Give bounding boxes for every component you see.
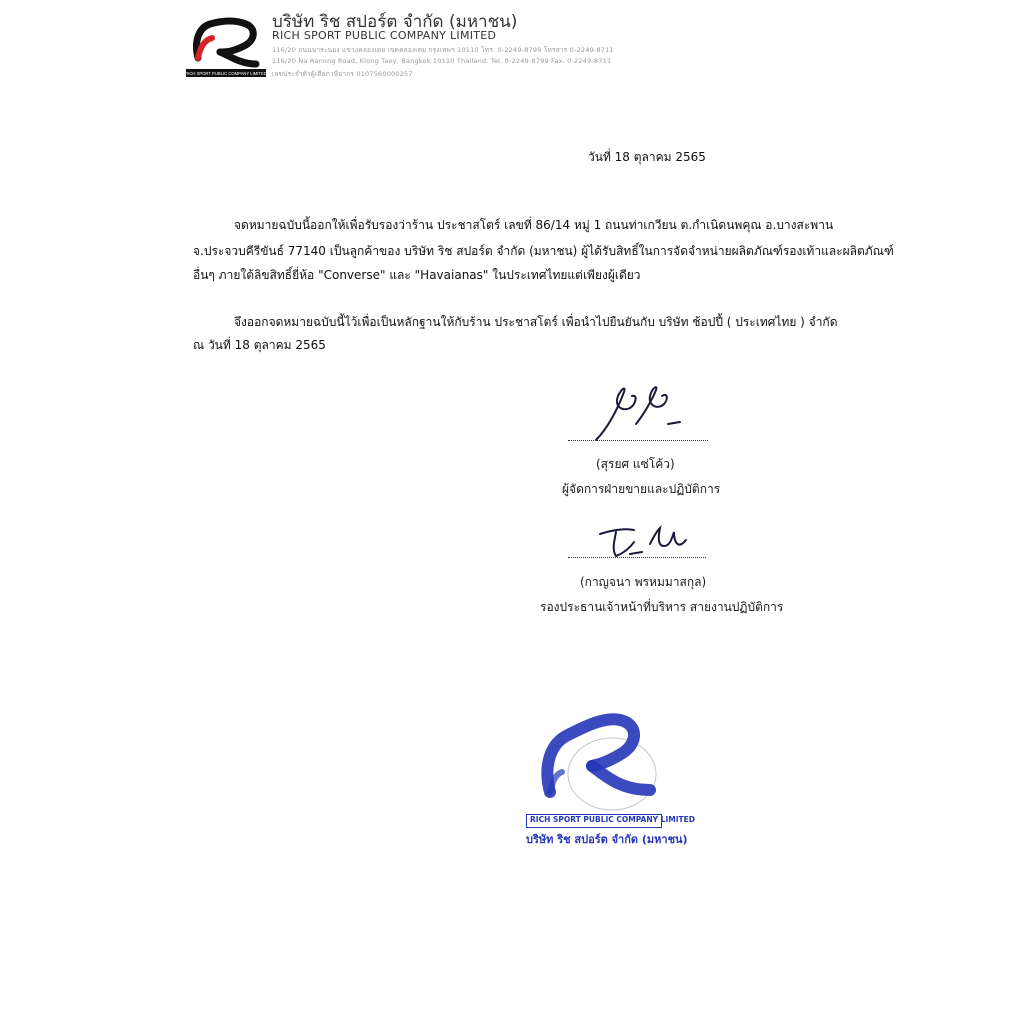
company-logo	[184, 8, 268, 78]
signature-2	[590, 520, 700, 565]
letter-date: วันที่ 18 ตุลาคม 2565	[588, 150, 706, 164]
paragraph1-line1: จดหมายฉบับนี้ออกให้เพื่อรับรองว่าร้าน ประชาสโตร์ เลขที่ 86/14 หมู่ 1 ถนนท่าเกวียน ต.กำเนิดนพคุณ อ.บางสะพาน	[234, 218, 834, 232]
stamp-text-th: บริษัท ริช สปอร์ต จำกัด (มหาชน)	[526, 833, 688, 846]
company-name-en: RICH SPORT PUBLIC COMPANY LIMITED	[272, 29, 497, 42]
signature-1	[588, 378, 698, 448]
address-th: 116/20 ถนนนาระนอง แขวงคลองเตย เขตคลองเตย กรุงเทพฯ 10110 โทร. 0-2249-8799 โทรสาร 0-2249-8711	[272, 46, 614, 54]
paragraph2-line2: ณ วันที่ 18 ตุลาคม 2565	[193, 338, 326, 352]
logo-caption: RICH SPORT PUBLIC COMPANY LIMITED	[185, 71, 267, 76]
tax-id: เลขประจำตัวผู้เสียภาษีอากร 0107560000257	[272, 70, 413, 78]
paragraph2-line1: จึงออกจดหมายฉบับนี้ไว้เพื่อเป็นหลักฐานให้กับร้าน ประชาสโตร์ เพื่อนำไปยืนยันกับ บริษัท ช้อปปี้ ( ประเทศไทย ) จำกัด	[234, 315, 838, 329]
signatory-1-title: ผู้จัดการฝ่ายขายและปฏิบัติการ	[562, 482, 721, 496]
signature-line-2	[568, 557, 706, 558]
paragraph1-line3: อื่นๆ ภายใต้ลิขสิทธิ์ยี่ห้อ "Converse" และ "Havaianas" ในประเทศไทยแต่เพียงผู้เดียว	[193, 268, 641, 282]
signature-line-1	[568, 440, 708, 441]
signatory-2-name: (กาญจนา พรหมมาสกุล)	[580, 575, 707, 589]
paragraph1-line2: จ.ประจวบคีรีขันธ์ 77140 เป็นลูกค้าของ บริษัท ริช สปอร์ต จำกัด (มหาชน) ผู้ได้รับสิทธิ์ในการจัดจำหน่ายผลิตภัณฑ์รองเท้าและผลิตภัณฑ์	[193, 244, 894, 258]
address-en: 116/20 Na Ranong Road, Klong Taey, Bangkok 10110 Thailand. Tel. 0-2249-8799 Fax. 0-2249-8711	[272, 57, 612, 65]
company-name-th: บริษัท ริช สปอร์ต จำกัด (มหาชน)	[272, 12, 518, 32]
signatory-2-title: รองประธานเจ้าหน้าที่บริหาร สายงานปฏิบัติการ	[540, 600, 784, 614]
stamp-text-en: RICH SPORT PUBLIC COMPANY LIMITED	[530, 815, 695, 824]
signatory-1-name: (สุรยศ แซ่โค้ว)	[596, 457, 675, 471]
